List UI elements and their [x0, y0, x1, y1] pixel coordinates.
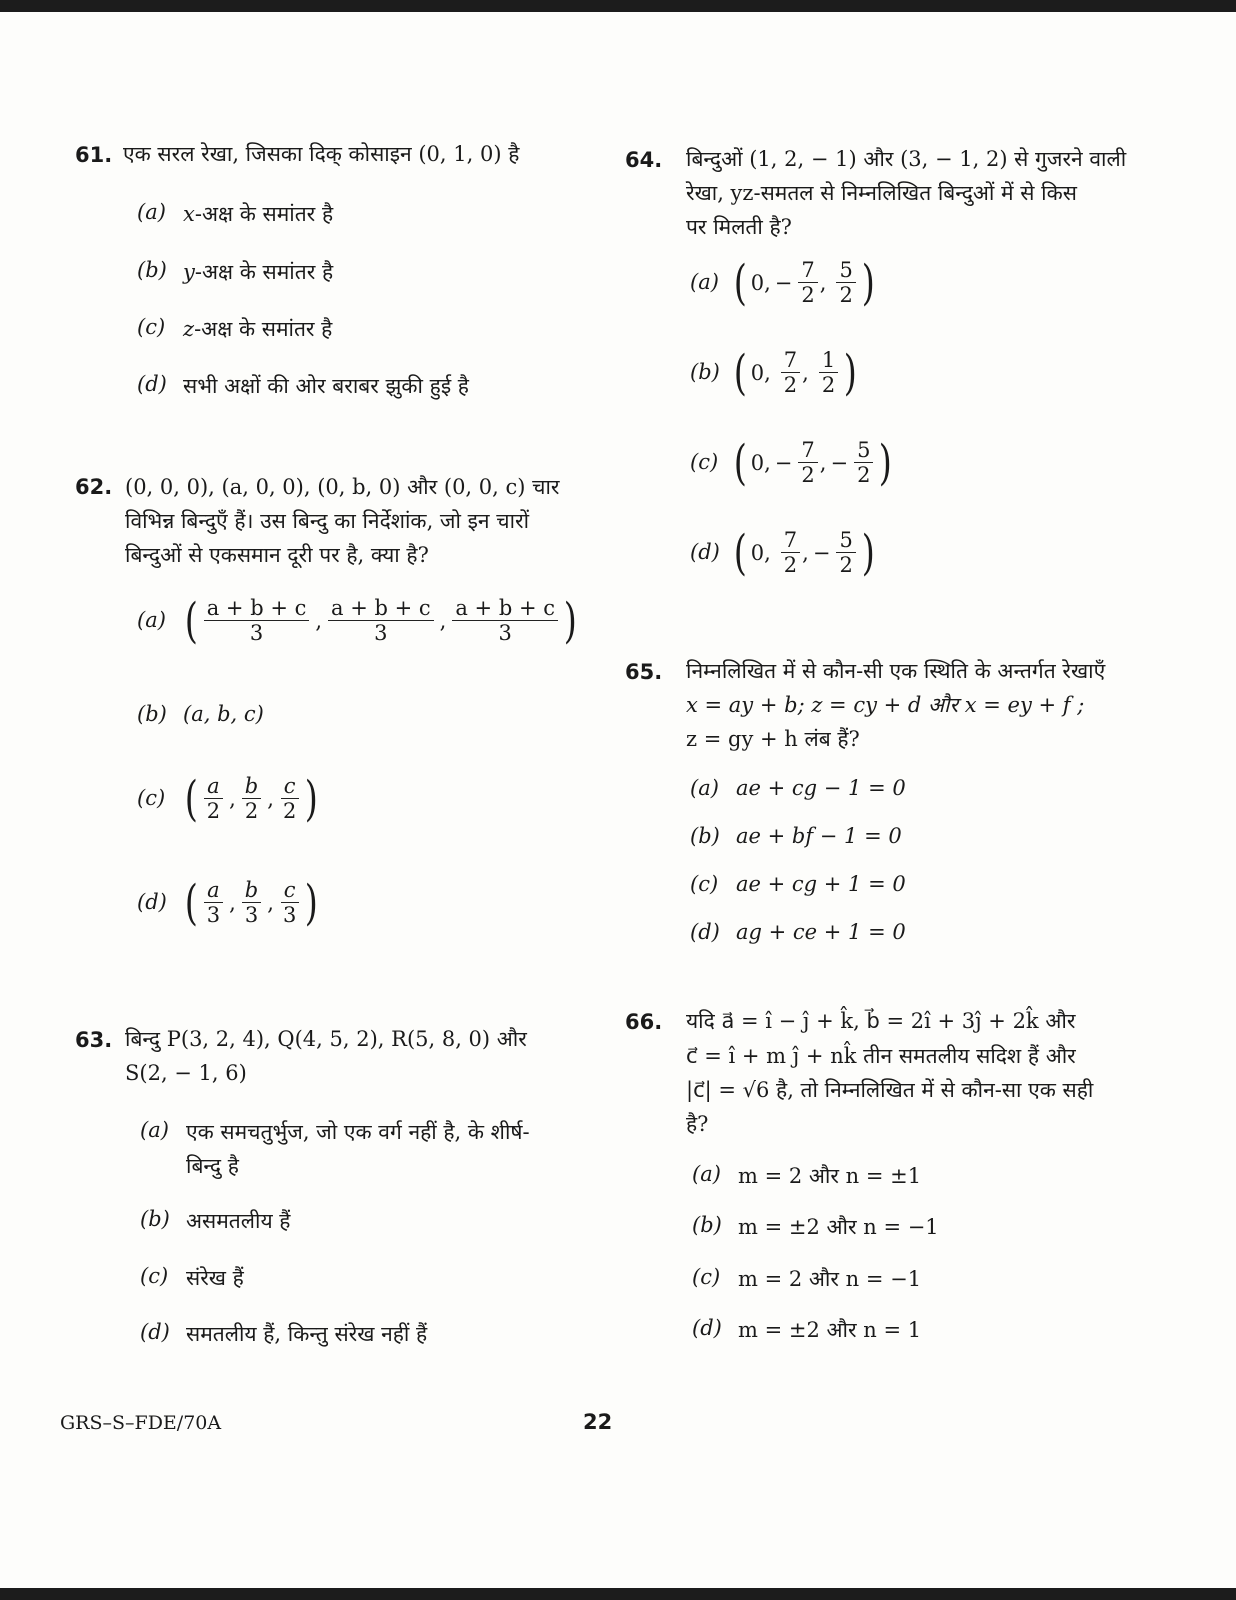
question-stem-line: बिन्दु P(3, 2, 4), Q(4, 5, 2), R(5, 8, 0) और — [125, 1027, 527, 1051]
fraction-numerator: 7 — [781, 528, 800, 553]
fraction-numerator: a — [204, 878, 223, 903]
question-number: 65. — [625, 660, 663, 684]
fraction-numerator: 5 — [836, 528, 855, 553]
bottom-scan-border — [0, 1588, 1236, 1600]
option-label: (c) — [690, 872, 719, 896]
fraction-numerator: b — [242, 878, 261, 903]
option-math: ( 0, − $\frac{7}{2}$ , − $\frac{5}{2}$ ) — [733, 434, 893, 491]
fraction-denominator: 3 — [206, 903, 221, 927]
fraction-denominator: 2 — [206, 799, 221, 823]
sign: − — [830, 450, 849, 475]
option-label: (d) — [137, 372, 167, 396]
option-label: (c) — [690, 450, 719, 474]
option-label: (d) — [690, 920, 720, 944]
option-variable: z — [183, 317, 195, 341]
option-variable: x — [183, 202, 195, 226]
question-number: 62. — [75, 475, 113, 499]
option-label: (a) — [137, 608, 166, 632]
sign: − — [774, 450, 793, 475]
fraction-numerator: a + b + c — [452, 596, 558, 621]
fraction-numerator: a + b + c — [328, 596, 434, 621]
option-label: (a) — [140, 1118, 169, 1142]
fraction-numerator: 5 — [836, 258, 855, 283]
fraction-denominator: 3 — [282, 903, 297, 927]
fraction-denominator: 3 — [244, 903, 259, 927]
option-text: -अक्ष के समांतर है — [194, 202, 334, 226]
question-stem-line: (0, 0, 0), (a, 0, 0), (0, b, 0) और (0, 0, c) चार — [125, 475, 560, 499]
fraction-numerator: 7 — [798, 258, 817, 283]
option-text: (a, b, c) — [183, 702, 264, 726]
sign: − — [774, 270, 793, 295]
fraction-numerator: a + b + c — [204, 596, 310, 621]
fraction-denominator: 2 — [282, 799, 297, 823]
fraction-denominator: 2 — [801, 283, 815, 307]
option-math: ( 0, $\frac{7}{2}$ , $\frac{1}{2}$ ) — [733, 344, 858, 401]
question-stem: एक सरल रेखा, जिसका दिक् कोसाइन (0, 1, 0) है — [123, 142, 520, 166]
option-text: m = ±2 और n = 1 — [738, 1318, 922, 1342]
question-stem-line: यदि a⃗ = î − ĵ + k̂, b⃗ = 2î + 3ĵ + 2k̂ और — [686, 1009, 1076, 1033]
fraction-denominator: 2 — [244, 799, 259, 823]
question-stem-line: विभिन्न बिन्दुएँ हैं। उस बिन्दु का निर्देशांक, जो इन चारों — [125, 509, 530, 533]
question-stem-line: |c⃗| = √6 है, तो निम्नलिखित में से कौन-सा एक सही — [686, 1078, 1094, 1102]
question-number: 63. — [75, 1028, 113, 1052]
fraction-denominator: 2 — [821, 373, 836, 397]
option-text: m = 2 और n = −1 — [738, 1267, 922, 1291]
sign: − — [812, 540, 831, 565]
option-label: (c) — [137, 786, 166, 810]
fraction-denominator: 2 — [839, 553, 853, 577]
question-stem-line: c⃗ = î + m ĵ + nk̂ तीन समतलीय सदिश हैं और — [686, 1044, 1076, 1068]
question-stem-line: निम्नलिखित में से कौन-सी एक स्थिति के अन्तर्गत रेखाएँ — [686, 659, 1106, 683]
paper-code: GRS–S–FDE/70A — [60, 1412, 222, 1434]
fraction-numerator: c — [281, 774, 299, 799]
fraction-denominator: 3 — [498, 621, 512, 645]
option-math: ( $\frac{a + b + c}{3}$ , $\frac{a + b + c}{3}$ , $\frac{a + b + c}{3}$ ) — [184, 592, 577, 649]
option-text: ae + bf − 1 = 0 — [736, 824, 902, 848]
option-label: (a) — [690, 270, 719, 294]
option-text: -अक्ष के समांतर है — [194, 317, 333, 341]
fraction-denominator: 3 — [249, 621, 264, 645]
fraction-denominator: 3 — [374, 621, 388, 645]
option-math: ( $\frac{a}{3}$ , $\frac{b}{3}$ , $\frac{c}{3}$ ) — [184, 874, 319, 931]
option-label: (d) — [140, 1320, 170, 1344]
question-number: 61. — [75, 143, 113, 167]
fraction-numerator: 7 — [798, 438, 817, 463]
option-label: (a) — [690, 776, 719, 800]
fraction-denominator: 2 — [857, 463, 871, 487]
fraction-numerator: 1 — [819, 348, 838, 373]
option-variable: y — [183, 260, 195, 284]
option-text: ae + cg − 1 = 0 — [736, 776, 906, 800]
coordinate-x: 0, — [750, 360, 771, 385]
question-stem-line: बिन्दुओं से एकसमान दूरी पर है, क्या है? — [125, 543, 429, 567]
option-label: (c) — [137, 315, 166, 339]
option-label: (d) — [692, 1316, 722, 1340]
option-text: ag + ce + 1 = 0 — [736, 920, 906, 944]
fraction-denominator: 2 — [839, 283, 853, 307]
coordinate-x: 0, — [750, 270, 771, 295]
option-text: m = ±2 और n = −1 — [738, 1215, 939, 1239]
option-label: (b) — [690, 360, 720, 384]
question-stem-line: S(2, − 1, 6) — [125, 1061, 247, 1085]
fraction-numerator: c — [281, 878, 299, 903]
option-label: (d) — [137, 890, 167, 914]
option-text: m = 2 और n = ±1 — [738, 1164, 922, 1188]
question-number: 66. — [625, 1010, 663, 1034]
question-stem-line: पर मिलती है? — [686, 215, 792, 239]
option-text: समतलीय हैं, किन्तु संरेख नहीं हैं — [186, 1322, 428, 1346]
option-text: सभी अक्षों की ओर बराबर झुकी हुई है — [183, 374, 469, 398]
coordinate-x: 0, — [750, 450, 771, 475]
option-text: -अक्ष के समांतर है — [194, 260, 334, 284]
question-stem-line: z = gy + h लंब हैं? — [686, 727, 860, 751]
page-number: 22 — [583, 1410, 613, 1434]
question-stem-line: रेखा, yz-समतल से निम्नलिखित बिन्दुओं में से किस — [686, 181, 1077, 205]
fraction-numerator: 7 — [781, 348, 800, 373]
option-label: (b) — [137, 702, 167, 726]
option-text: बिन्दु है — [186, 1154, 239, 1178]
option-text: ae + cg + 1 = 0 — [736, 872, 906, 896]
option-label: (c) — [140, 1264, 169, 1288]
question-stem-line: है? — [686, 1112, 709, 1136]
option-label: (b) — [140, 1207, 170, 1231]
option-text: संरेख हैं — [186, 1266, 244, 1290]
fraction-numerator: a — [204, 774, 223, 799]
fraction-numerator: b — [242, 774, 261, 799]
fraction-denominator: 2 — [783, 373, 798, 397]
question-stem-line: बिन्दुओं (1, 2, − 1) और (3, − 1, 2) से गुजरने वाली — [686, 147, 1127, 171]
option-math: ( 0, $\frac{7}{2}$ , − $\frac{5}{2}$ ) — [733, 524, 875, 581]
option-label: (c) — [692, 1265, 721, 1289]
option-math: ( $\frac{a}{2}$ , $\frac{b}{2}$ , $\frac{c}{2}$ ) — [184, 770, 319, 827]
fraction-denominator: 2 — [801, 463, 815, 487]
option-label: (a) — [692, 1162, 721, 1186]
fraction-numerator: 5 — [854, 438, 873, 463]
question-stem-line: x = ay + b; z = cy + d और x = ey + f ; — [686, 693, 1085, 717]
option-label: (d) — [690, 540, 720, 564]
option-label: (b) — [690, 824, 720, 848]
option-text: असमतलीय हैं — [186, 1209, 291, 1233]
option-math: ( 0, − $\frac{7}{2}$ , $\frac{5}{2}$ ) — [733, 254, 875, 311]
top-scan-border — [0, 0, 1236, 12]
option-label: (b) — [692, 1213, 722, 1237]
option-text: एक समचतुर्भुज, जो एक वर्ग नहीं है, के शीर्ष- — [186, 1120, 530, 1144]
fraction-denominator: 2 — [783, 553, 798, 577]
option-label: (a) — [137, 200, 166, 224]
question-number: 64. — [625, 148, 663, 172]
option-label: (b) — [137, 258, 167, 282]
coordinate-x: 0, — [750, 540, 771, 565]
